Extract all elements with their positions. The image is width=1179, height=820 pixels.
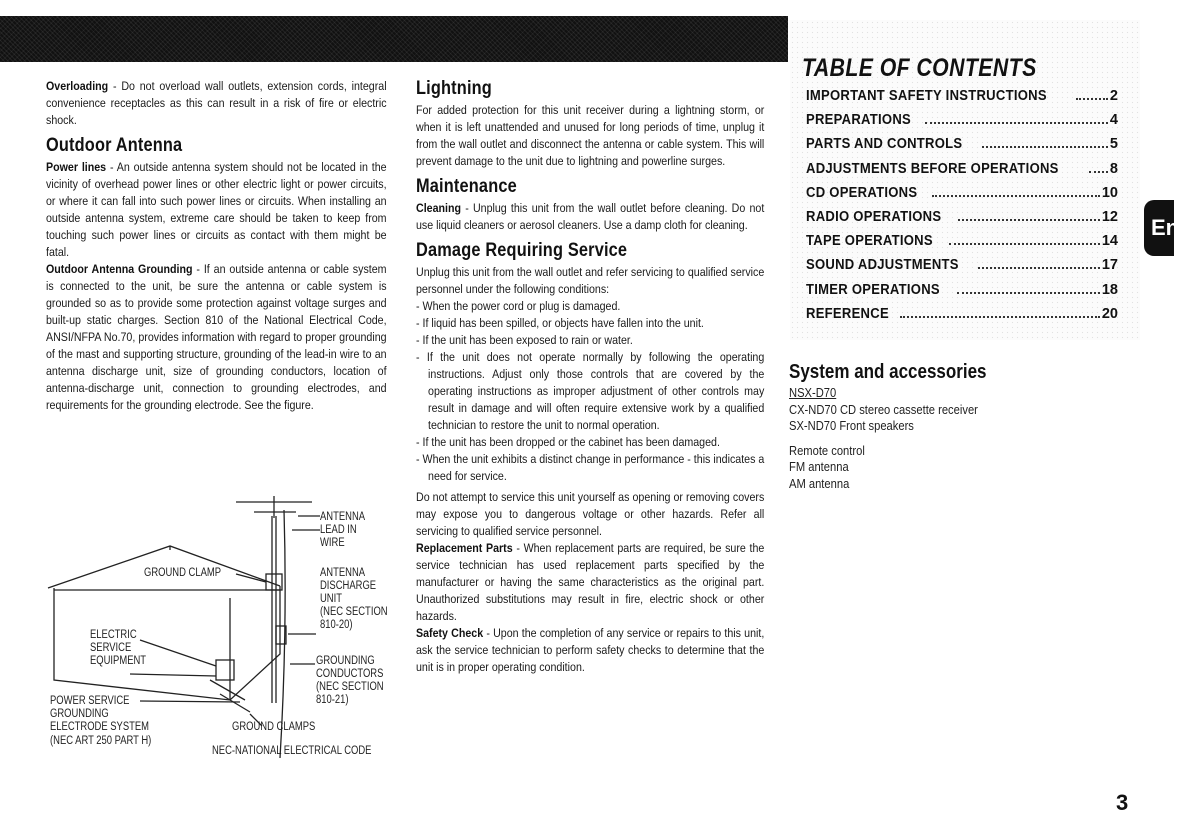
toc-item-parts-and-controls[interactable]: PARTS AND CONTROLS 5 xyxy=(806,136,1118,153)
discharge-label-4: (NEC SECTION xyxy=(320,606,388,618)
grounding-paragraph: Outdoor Antenna Grounding - If an outside antenna or cable system is connected to the unit, be sure the antenna or cable system is grounded so as to provide some protection against voltage surges and built-up static charges. Section 810 of the National Electrical Code, ANSI/NFPA No.70, provides information with regard to proper grounding of the mast and supporting structure, grounding of the lead-in wire to an antenna discharge unit, size of grounding conductors, location of antenna-discharge unit, connection to grounding electrodes, and requirements for the grounding electrode. See the figure. xyxy=(46,262,387,412)
toc-leader xyxy=(957,292,1100,294)
power-service-label-4: (NEC ART 250 PART H) xyxy=(50,735,152,747)
language-tab: En xyxy=(1144,200,1174,256)
damage-item: - When the power cord or plug is damaged. xyxy=(416,298,764,315)
lightning-paragraph: For added protection for this unit receiver during a lightning storm, or when it is left unattended and unused for long periods of time, unplug it from the wall outlet and disconnect the antenna or cable system. This will prevent damage to the unit due to lightning and powerline surges. xyxy=(416,103,765,168)
outdoor-antenna-heading: Outdoor Antenna xyxy=(46,135,183,156)
damage-item: - When the unit exhibits a distinct change in performance - this indicates a need for service. xyxy=(416,451,764,485)
lead-in-label-2: WIRE xyxy=(320,537,345,549)
toc-leader xyxy=(1076,98,1108,100)
lightning-heading: Lightning xyxy=(416,78,492,99)
header-bar xyxy=(0,16,788,62)
grounding-conductors-label-4: 810-21) xyxy=(316,694,349,706)
grounding-conductors-label-3: (NEC SECTION xyxy=(316,681,384,693)
discharge-label-1: ANTENNA xyxy=(320,567,366,579)
toc-leader xyxy=(1089,171,1108,173)
cleaning-paragraph: Cleaning - Unplug this unit from the wall outlet before cleaning. Do not use liquid cleaners or aerosol cleaners. Use a damp cloth for cleaning. xyxy=(416,201,765,232)
lead-in-label-1: LEAD IN xyxy=(320,524,357,536)
toc-item-preparations[interactable]: PREPARATIONS 4 xyxy=(806,112,1118,129)
power-lines-paragraph: Power lines - An outside antenna system should not be located in the vicinity of overhead power lines or other electric light or power circuits, or where it can fall into such power lines or circuits. When installing an outside antenna system, extreme care should be taken to keep from touching such power lines or circuits as contact with them might be fatal. xyxy=(46,160,387,259)
discharge-label-3: UNIT xyxy=(320,593,343,605)
antenna-label: ANTENNA xyxy=(320,511,366,523)
replacement-parts-paragraph: Replacement Parts - When replacement parts are required, be sure the service technician has used replacement parts specified by the manufacturer or having the same characteristics as the original part. Unauthorized substitutions may result in fire, electric shock or other hazards. xyxy=(416,541,765,623)
discharge-label-5: 810-20) xyxy=(320,619,353,631)
toc-list xyxy=(806,88,1118,330)
antenna-grounding-figure xyxy=(40,488,400,766)
toc-title: TABLE OF CONTENTS xyxy=(802,54,1037,82)
toc-leader xyxy=(978,267,1100,269)
electric-service-label-1: ELECTRIC xyxy=(90,629,137,641)
damage-heading: Damage Requiring Service xyxy=(416,240,628,261)
discharge-label-2: DISCHARGE xyxy=(320,580,377,592)
toc-item-adjustments[interactable]: ADJUSTMENTS BEFORE OPERATIONS 8 xyxy=(806,160,1118,177)
power-service-label-1: POWER SERVICE xyxy=(50,695,130,707)
accessory-remote: Remote control xyxy=(789,442,865,458)
overloading-paragraph: Overloading - Do not overload wall outlets, extension cords, integral convenience receptacles as this can result in a risk of fire or electric shock. xyxy=(46,79,387,127)
nec-label: NEC-NATIONAL ELECTRICAL CODE xyxy=(212,745,372,757)
damage-item: - If the unit has been dropped or the cabinet has been damaged. xyxy=(416,434,764,451)
toc-leader xyxy=(949,243,1100,245)
column-middle xyxy=(416,78,764,676)
accessory-am-antenna: AM antenna xyxy=(789,475,850,491)
grounding-conductors-label-1: GROUNDING xyxy=(316,655,375,667)
power-service-label-3: ELECTRODE SYSTEM xyxy=(50,721,150,733)
damage-item: - If the unit does not operate normally by following the operating instructions. Adjust only those controls that are covered by the operating instructions as improper adjustment of other controls may result in damage and will often require extensive work by a qualified technician to restore the unit to normal operation. xyxy=(416,349,764,434)
page-number: 3 xyxy=(1116,790,1129,815)
toc-item-timer-operations[interactable]: TIMER OPERATIONS 18 xyxy=(806,281,1118,298)
toc-item-radio-operations[interactable]: RADIO OPERATIONS 12 xyxy=(806,208,1118,225)
safety-check-paragraph: Safety Check - Upon the completion of any service or repairs to this unit, ask the service technician to perform safety checks to determine that the unit is in proper operating condition. xyxy=(416,626,765,674)
electric-service-label-3: EQUIPMENT xyxy=(90,655,147,667)
toc-item-tape-operations[interactable]: TAPE OPERATIONS 14 xyxy=(806,233,1118,250)
system-speakers: SX-ND70 Front speakers xyxy=(789,418,914,433)
power-service-label-2: GROUNDING xyxy=(50,708,109,720)
toc-leader xyxy=(932,195,1100,197)
toc-leader xyxy=(925,122,1108,124)
maintenance-heading: Maintenance xyxy=(416,176,517,197)
column-left xyxy=(46,78,387,414)
damage-item: - If liquid has been spilled, or objects have fallen into the unit. xyxy=(416,315,764,332)
grounding-conductors-label-2: CONDUCTORS xyxy=(316,668,384,680)
toc-item-cd-operations[interactable]: CD OPERATIONS 10 xyxy=(806,184,1118,201)
toc-item-important-safety[interactable]: IMPORTANT SAFETY INSTRUCTIONS 2 xyxy=(806,88,1118,104)
ground-clamp-label: GROUND CLAMP xyxy=(144,567,222,579)
toc-item-reference[interactable]: REFERENCE 20 xyxy=(806,305,1118,322)
toc-leader xyxy=(982,146,1108,148)
system-model: NSX-D70 xyxy=(789,385,837,400)
system-list xyxy=(789,385,978,492)
toc-leader xyxy=(900,316,1100,318)
ground-clamps-label: GROUND CLAMPS xyxy=(232,721,316,733)
system-receiver: CX-ND70 CD stereo cassette receiver xyxy=(789,401,978,417)
damage-item: - If the unit has been exposed to rain or water. xyxy=(416,332,764,349)
dont-attempt-paragraph: Do not attempt to service this unit yourself as opening or removing covers may expose you to dangerous voltage or other hazards. Refer all servicing to qualified service personnel. xyxy=(416,490,765,538)
toc-leader xyxy=(958,219,1100,221)
system-heading: System and accessories xyxy=(789,361,987,383)
accessory-fm-antenna: FM antenna xyxy=(789,459,849,474)
toc-item-sound-adjustments[interactable]: SOUND ADJUSTMENTS 17 xyxy=(806,257,1118,274)
electric-service-label-2: SERVICE xyxy=(90,642,132,654)
damage-intro: Unplug this unit from the wall outlet and refer servicing to qualified service personnel under the following conditions: xyxy=(416,265,765,296)
